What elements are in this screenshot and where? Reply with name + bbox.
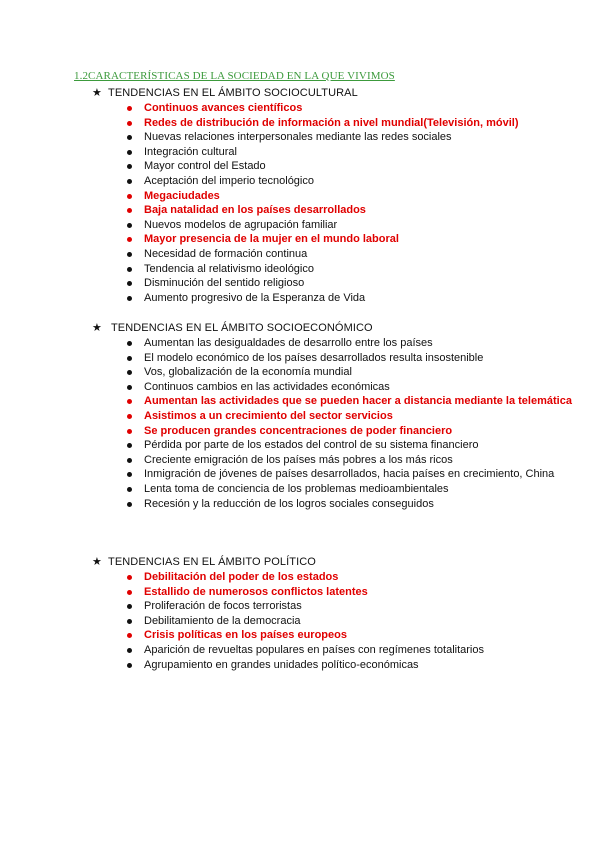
bullet-dot-icon — [127, 414, 132, 419]
bullet-list — [92, 336, 572, 511]
list-item-text: Recesión y la reducción de los logros sociales conseguidos — [144, 497, 434, 510]
page-title: 1.2CARACTERÍSTICAS DE LA SOCIEDAD EN LA QUE VIVIMOS — [74, 70, 395, 82]
list-item — [127, 276, 572, 291]
bullet-dot-icon — [127, 237, 132, 242]
list-item-text: Vos, globalización de la economía mundial — [144, 366, 352, 379]
section-title: TENDENCIAS EN EL ÁMBITO POLÍTICO — [108, 556, 316, 568]
bullet-dot-icon — [127, 106, 132, 111]
bullet-dot-icon — [127, 472, 132, 477]
bullet-dot-icon — [127, 252, 132, 257]
list-item — [127, 438, 572, 453]
section-politico — [92, 555, 572, 672]
bullet-dot-icon — [127, 296, 132, 301]
list-item — [127, 116, 572, 131]
list-item-text: Continuos avances científicos — [144, 102, 303, 114]
bullet-list — [92, 101, 572, 305]
bullet-dot-icon — [127, 429, 132, 434]
section-title: TENDENCIAS EN EL ÁMBITO SOCIOECONÓMICO — [108, 322, 373, 334]
list-item — [127, 467, 572, 482]
list-item-text: Aumentan las actividades que se pueden hacer a distancia mediante la telemática — [144, 395, 572, 408]
star-icon: ★ — [92, 87, 102, 99]
list-item-text: Aumento progresivo de la Esperanza de Vida — [144, 291, 366, 304]
list-item — [127, 453, 572, 468]
star-icon: ★ — [92, 556, 102, 568]
bullet-dot-icon — [127, 135, 132, 140]
section-heading — [92, 321, 572, 335]
bullet-dot-icon — [127, 487, 132, 492]
list-item — [127, 643, 572, 658]
list-item-text: Proliferación de focos terroristas — [144, 600, 302, 613]
list-item — [127, 159, 572, 174]
list-item-text: Baja natalidad en los países desarrollados — [144, 204, 366, 217]
bullet-dot-icon — [127, 121, 132, 126]
list-item — [127, 482, 572, 497]
bullet-dot-icon — [127, 341, 132, 346]
bullet-dot-icon — [127, 194, 132, 199]
bullet-dot-icon — [127, 619, 132, 624]
list-item-text: Redes de distribución de información a nivel mundial(Televisión, móvil) — [144, 116, 519, 129]
list-item — [127, 291, 572, 306]
list-item-text: Aumentan las desigualdades de desarrollo entre los países — [144, 337, 433, 349]
list-item — [127, 203, 572, 218]
list-item — [127, 409, 572, 424]
list-item — [127, 658, 572, 673]
list-item-text: Inmigración de jóvenes de países desarrollados, hacia países en crecimiento, China — [144, 468, 555, 481]
list-item-text: Estallido de numerosos conflictos latentes — [144, 585, 368, 598]
list-item-text: Se producen grandes concentraciones de poder financiero — [144, 424, 453, 437]
bullet-dot-icon — [127, 164, 132, 169]
bullet-dot-icon — [127, 590, 132, 595]
list-item-text: Disminución del sentido religioso — [144, 277, 305, 290]
bullet-dot-icon — [127, 150, 132, 155]
list-item-text: Agrupamiento en grandes unidades político-económicas — [144, 658, 419, 671]
list-item-text: Integración cultural — [144, 145, 237, 158]
list-item-text: Continuos cambios en las actividades económicas — [144, 380, 390, 393]
section-heading — [92, 86, 572, 100]
list-item — [127, 585, 572, 600]
list-item — [127, 218, 572, 233]
list-item-text: Asistimos a un crecimiento del sector servicios — [144, 409, 393, 422]
bullet-dot-icon — [127, 281, 132, 286]
bullet-dot-icon — [127, 179, 132, 184]
list-item-text: El modelo económico de los países desarrollados resulta insostenible — [144, 351, 484, 364]
list-item — [127, 247, 572, 262]
bullet-dot-icon — [127, 458, 132, 463]
list-item — [127, 424, 572, 439]
bullet-dot-icon — [127, 633, 132, 638]
star-icon: ★ — [92, 322, 102, 334]
section-title: TENDENCIAS EN EL ÁMBITO SOCIOCULTURAL — [108, 87, 358, 99]
list-item — [127, 394, 572, 409]
list-item — [127, 365, 572, 380]
list-item-text: Lenta toma de conciencia de los problemas medioambientales — [144, 482, 449, 495]
bullet-dot-icon — [127, 385, 132, 390]
list-item — [127, 336, 572, 351]
bullet-dot-icon — [127, 663, 132, 668]
list-item — [127, 497, 572, 512]
list-item — [127, 262, 572, 277]
list-item — [127, 145, 572, 160]
list-item — [127, 614, 572, 629]
list-item — [127, 351, 572, 366]
bullet-dot-icon — [127, 370, 132, 375]
list-item-text: Necesidad de formación continua — [144, 247, 308, 260]
list-item — [127, 130, 572, 145]
bullet-dot-icon — [127, 223, 132, 228]
list-item-text: Crisis políticas en los países europeos — [144, 629, 347, 642]
list-item-text: Tendencia al relativismo ideológico — [144, 262, 314, 275]
list-item — [127, 628, 572, 643]
list-item-text: Aparición de revueltas populares en países con regímenes totalitarios — [144, 643, 484, 656]
list-item-text: Creciente emigración de los países más pobres a los más ricos — [144, 453, 453, 466]
list-item-text: Pérdida por parte de los estados del control de su sistema financiero — [144, 439, 479, 452]
list-item-text: Debilitación del poder de los estados — [144, 571, 339, 583]
list-item — [127, 174, 572, 189]
list-item — [127, 232, 572, 247]
bullet-dot-icon — [127, 443, 132, 448]
section-sociocultural — [92, 86, 572, 305]
bullet-dot-icon — [127, 604, 132, 609]
list-item — [127, 599, 572, 614]
bullet-dot-icon — [127, 575, 132, 580]
list-item-text: Mayor presencia de la mujer en el mundo laboral — [144, 233, 399, 246]
list-item-text: Megaciudades — [144, 189, 220, 202]
list-item-text: Debilitamiento de la democracia — [144, 614, 301, 627]
section-heading — [92, 555, 572, 569]
list-item — [127, 380, 572, 395]
list-item-text: Mayor control del Estado — [144, 160, 266, 173]
list-item — [127, 101, 572, 116]
list-item-text: Nuevos modelos de agrupación familiar — [144, 218, 338, 231]
list-item — [127, 189, 572, 204]
bullet-dot-icon — [127, 502, 132, 507]
bullet-dot-icon — [127, 399, 132, 404]
bullet-list — [92, 570, 572, 672]
bullet-dot-icon — [127, 356, 132, 361]
bullet-dot-icon — [127, 648, 132, 653]
list-item-text: Aceptación del imperio tecnológico — [144, 174, 314, 187]
bullet-dot-icon — [127, 267, 132, 272]
bullet-dot-icon — [127, 208, 132, 213]
section-socioeconomico — [92, 321, 572, 511]
list-item — [127, 570, 572, 585]
list-item-text: Nuevas relaciones interpersonales mediante las redes sociales — [144, 131, 452, 144]
